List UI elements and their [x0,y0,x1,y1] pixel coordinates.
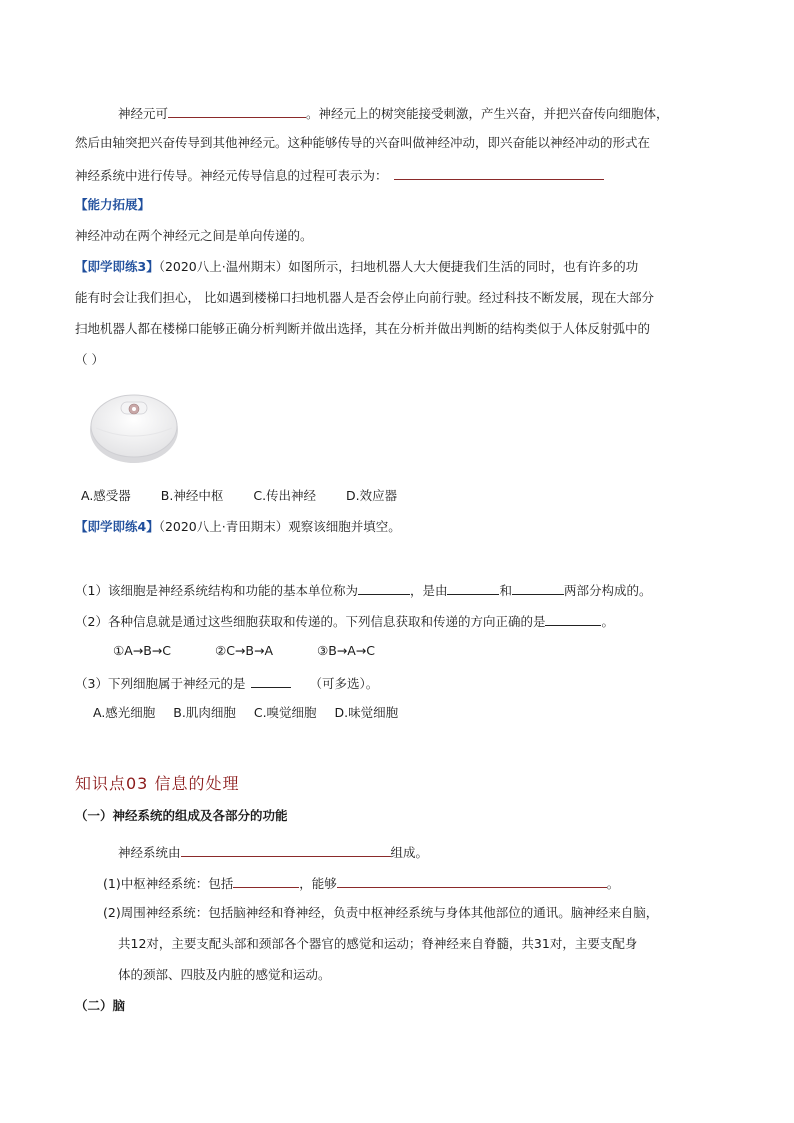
exercise4-sub2 [75,612,725,630]
central-nervous-line [103,874,753,892]
exercise3-line3: 扫地机器人都在楼梯口能够正确分析判断并做出选择，其在分析并做出判断的结构类似于人体反射弧中的 [75,321,651,336]
fill-blank[interactable] [337,874,607,888]
fill-blank[interactable] [168,104,306,118]
text: 两部分构成的。 [564,583,652,598]
text: 和 [499,583,512,598]
nervous-system-line [118,843,768,861]
para1-line2: 然后由轴突把兴奋传导到其他神经元。这种能够传导的兴奋叫做神经冲动，即兴奋能以神经冲动的形式在 [75,135,651,150]
option-b[interactable]: B.神经中枢 [160,488,224,503]
exercise3-answer-paren: （ ） [75,352,104,367]
fill-blank[interactable] [447,581,499,595]
subsection-title-2: （二）脑 [75,998,126,1013]
exercise4-title [75,519,725,535]
exercise-tag: 【即学即练3】 [75,259,159,274]
text: ，能够 [299,876,337,891]
fill-blank[interactable] [394,166,604,180]
order-option-2[interactable]: ②C→B→A [215,643,274,658]
option-c[interactable]: C.嗅觉细胞 [253,705,317,720]
text: （2020八上·温州期末）如图所示，扫地机器人大大便捷我们生活的同时，也有许多的功 [158,259,639,274]
text: 。 [606,876,620,891]
exercise4-sub1 [75,581,725,599]
text: 神经系统由 [118,845,181,860]
peripheral-line1: (2)周围神经系统：包括脑神经和脊神经，负责中枢神经系统与身体其他部位的通讯。脑神经来自脑， [103,905,659,920]
para1-line1 [118,104,768,122]
text: (1)中枢神经系统：包括 [103,876,234,891]
text: （3）下列细胞属于神经元的是 [75,676,246,691]
fill-blank[interactable] [233,874,299,888]
fill-blank[interactable] [358,581,410,595]
option-d[interactable]: D.效应器 [346,488,398,503]
option-a[interactable]: A.感光细胞 [93,705,156,720]
text: （1）该细胞是神经系统结构和功能的基本单位称为 [75,583,358,598]
text: 组成。 [390,845,429,860]
fill-blank[interactable] [181,843,391,857]
ability-extension-title: 【能力拓展】 [75,197,151,212]
exercise4-sub3 [75,674,725,692]
exercise3-line1 [75,259,725,275]
text: （2020八上·青田期末）观察该细胞并填空。 [158,519,401,534]
option-c[interactable]: C.传出神经 [253,488,317,503]
text: 神经系统中进行传导。神经元传导信息的过程可表示为： [75,168,388,183]
option-a[interactable]: A.感受器 [81,488,131,503]
fill-blank[interactable] [545,612,601,626]
order-option-1[interactable]: ①A→B→C [113,643,172,658]
fill-blank[interactable] [251,674,291,688]
text: （可多选）。 [309,676,379,691]
order-option-3[interactable]: ③B→A→C [317,643,376,658]
text: ，是由 [409,583,448,598]
para1-line3 [75,166,725,184]
fill-blank[interactable] [512,581,564,595]
section-heading: 知识点03 信息的处理 [75,774,240,793]
exercise3-line2: 能有时会让我们担心， 比如遇到楼梯口扫地机器人是否会停止向前行驶。经过科技不断发展，现在大部分 [75,290,654,305]
exercise-tag: 【即学即练4】 [75,519,159,534]
text: 。 [601,614,614,629]
ability-extension-text: 神经冲动在两个神经元之间是单向传递的。 [75,228,313,243]
exercise4-cell-options [93,705,743,721]
robot-vacuum-image [88,388,180,466]
option-b[interactable]: B.肌肉细胞 [173,705,236,720]
peripheral-line2: 共12对，主要支配头部和颈部各个器官的感觉和运动；脊神经来自脊髓，共31对，主要支配身 [118,936,638,951]
text: （2）各种信息就是通过这些细胞获取和传递的。下列信息获取和传递的方向正确的是 [75,614,546,629]
text: 。神经元上的树突能接受刺激，产生兴奋，并把兴奋传向细胞体， [306,106,669,121]
subsection-title-1: （一）神经系统的组成及各部分的功能 [75,808,288,823]
exercise4-order-options [113,643,763,659]
option-d[interactable]: D.味觉细胞 [334,705,399,720]
exercise3-options [75,488,725,504]
text: 神经元可 [118,106,169,121]
peripheral-line3: 体的颈部、四肢及内脏的感觉和运动。 [118,967,331,982]
